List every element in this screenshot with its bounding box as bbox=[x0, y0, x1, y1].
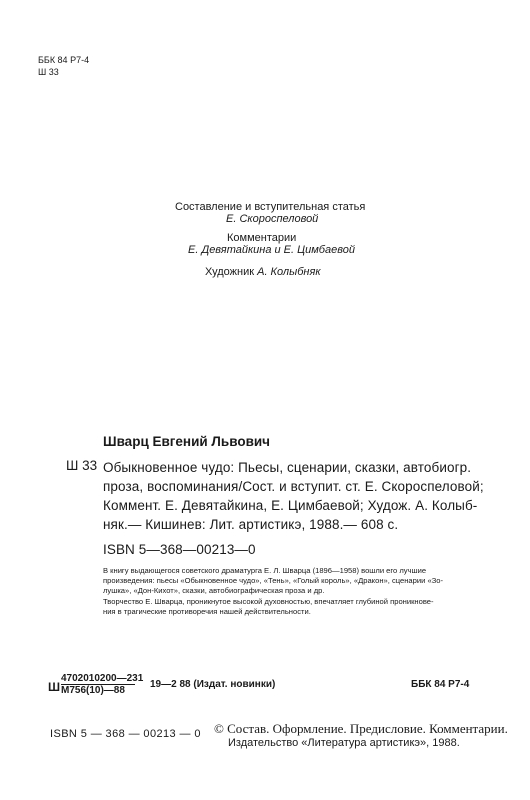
card-author: Шварц Евгений Львович bbox=[103, 434, 271, 449]
classification-bbk: ББК 84 Р7-4 bbox=[38, 55, 90, 65]
artist-credit bbox=[205, 266, 321, 279]
annotation-line: Творчество Е. Шварца, проникнутое высокой духовностью, впечатляет глубиной проникнове- bbox=[103, 597, 434, 606]
comments-label: Комментарии bbox=[227, 232, 297, 244]
annotation-line: ния в трагические противоречия нашей действительности. bbox=[103, 607, 311, 616]
card-description-line: Коммент. Е. Девятайкина, Е. Цимбаевой; Худож. А. Колыб- bbox=[103, 498, 478, 513]
compiled-by: Е. Скороспеловой bbox=[226, 213, 319, 225]
publisher-line: Издательство «Литература артистикэ», 1988. bbox=[228, 737, 460, 749]
code-numerator: 4702010200—231 bbox=[61, 673, 144, 684]
card-description-line: Обыкновенное чудо: Пьесы, сценарии, сказки, автобиогр. bbox=[103, 460, 472, 475]
copyright-line: © Состав. Оформление. Предисловие. Комментарии. bbox=[214, 721, 508, 736]
card-catalog-code: Ш 33 bbox=[66, 458, 98, 473]
isbn-bottom: ISBN 5 — 368 — 00213 — 0 bbox=[50, 728, 201, 740]
classification-code-bottom: ББК 84 Р7-4 bbox=[411, 679, 470, 690]
compiled-label: Составление и вступительная статья bbox=[175, 201, 366, 213]
artist-name: А. Колыбняк bbox=[257, 266, 321, 278]
annotation-line: произведения: пьесы «Обыкновенное чудо», «Тень», «Голый король», «Дракон», сценарии «Зо- bbox=[103, 576, 444, 585]
code-prefix: Ш bbox=[48, 680, 61, 694]
card-description-line: проза, воспоминания/Сост. и вступит. ст. Е. Скороспеловой; bbox=[103, 479, 484, 494]
print-info: 19—2 88 (Издат. новинки) bbox=[150, 679, 276, 690]
code-denominator: М756(10)—88 bbox=[61, 685, 125, 696]
card-description-line: няк.— Кишинев: Лит. артистикэ, 1988.— 608 с. bbox=[103, 517, 399, 532]
annotation-line: лушка», «Дон-Кихот», сказки, автобиографическая проза и др. bbox=[103, 586, 325, 595]
artist-label: Художник bbox=[205, 266, 255, 278]
annotation-line: В книгу выдающегося советского драматурга Е. Л. Шварца (1896—1958) вошли его лучшие bbox=[103, 566, 427, 575]
classification-code-top bbox=[38, 54, 89, 78]
card-isbn: ISBN 5—368—00213—0 bbox=[103, 542, 256, 557]
comments-by: Е. Девятайкина и Е. Цимбаевой bbox=[188, 244, 355, 256]
classification-author-mark: Ш 33 bbox=[38, 67, 59, 77]
